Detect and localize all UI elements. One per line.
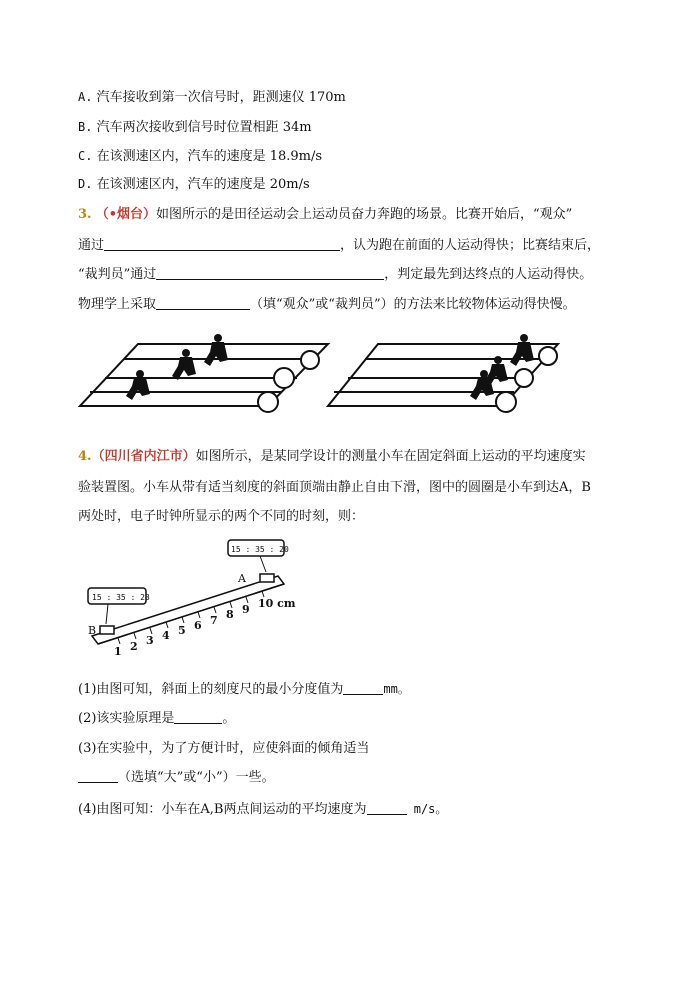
option-letter: A. (78, 90, 93, 104)
cart-b (100, 626, 114, 634)
q3-line3: “裁判员”通过 ，判定最先到达终点的人运动得快。 (78, 267, 593, 282)
point-b-label: B (88, 624, 97, 637)
q4-line1 (78, 448, 586, 466)
q3-line1 (78, 206, 572, 224)
answer-blank[interactable] (343, 681, 383, 695)
question-number: 4. (78, 449, 92, 464)
option-text: 汽车接收到第一次信号时，距测速仪 170m (96, 90, 346, 105)
clock-a-time: 15 : 35 : 20 (231, 545, 289, 554)
question-number: 3. (78, 207, 92, 222)
clock-b-bubble (88, 588, 150, 624)
question-source: （•烟台） (95, 207, 157, 222)
answer-blank[interactable] (367, 801, 407, 815)
q4-sub2: (2)该实验原理是 。 (78, 711, 236, 726)
answer-blank[interactable] (174, 710, 222, 724)
answer-blank[interactable] (156, 296, 250, 310)
q4-line2: 验装置图。小车从带有适当刻度的斜面顶端由静止自由下滑，图中的圆圈是小车到达A，B (78, 480, 591, 495)
tick-label: 2 (130, 640, 138, 653)
option-letter: D. (78, 177, 93, 191)
option-text: 汽车两次接收到信号时位置相距 34m (96, 120, 312, 135)
q3-line4: 物理学上采取 （填“观众”或“裁判员”）的方法来比较物体运动得快慢。 (78, 297, 576, 312)
tick-label: 4 (162, 629, 170, 642)
option-d (78, 175, 310, 194)
option-letter: C. (78, 149, 93, 163)
option-text: 在该测速区内，汽车的速度是 20m/s (96, 177, 310, 192)
option-letter: B. (78, 120, 93, 134)
tick-label: 7 (210, 614, 218, 627)
incline-figure (78, 536, 308, 661)
answer-blank[interactable] (156, 266, 384, 280)
tick-label: 9 (242, 603, 250, 616)
tick-label: 3 (146, 634, 154, 647)
ruler-incline (92, 576, 284, 644)
question-source: （四川省内江市） (91, 449, 196, 464)
option-a (78, 88, 346, 107)
tick-label: 5 (178, 624, 186, 637)
clock-b-time: 15 : 35 : 23 (92, 593, 150, 602)
tick-label: 10 cm (258, 597, 296, 610)
option-text: 在该测速区内，汽车的速度是 18.9m/s (96, 149, 323, 164)
tick-label: 6 (194, 619, 202, 632)
q3-text: 如图所示的是田径运动会上运动员奋力奔跑的场景。比赛开始后，“观众” (156, 207, 573, 222)
q4-line3: 两处时，电子时钟所显示的两个不同的时刻，则： (78, 509, 365, 524)
q3-line2: 通过 ，认为跑在前面的人运动得快；比赛结束后， (78, 238, 601, 253)
q4-sub3: (3)在实验中，为了方便计时，应使斜面的倾角适当 (78, 741, 370, 756)
option-c (78, 147, 322, 166)
q4-sub3b: （选填“大”或“小”）一些。 (78, 769, 275, 787)
option-b (78, 118, 312, 137)
tick-label: 1 (114, 645, 122, 658)
cart-a (260, 574, 274, 582)
q4-sub1: (1)由图可知，斜面上的刻度尺的最小分度值为 mm。 (78, 682, 410, 697)
q4-text: 如图所示，是某同学设计的测量小车在固定斜面上运动的平均速度实 (195, 449, 586, 464)
tick-label: 8 (226, 608, 234, 621)
point-a-label: A (238, 572, 246, 585)
q4-sub4: (4)由图可知：小车在A,B两点间运动的平均速度为 m/s。 (78, 802, 448, 817)
answer-blank[interactable] (78, 769, 118, 783)
clock-a-bubble (228, 540, 289, 572)
answer-blank[interactable] (104, 237, 340, 251)
stopwatch-icon (258, 351, 319, 412)
race-figure (78, 326, 578, 426)
